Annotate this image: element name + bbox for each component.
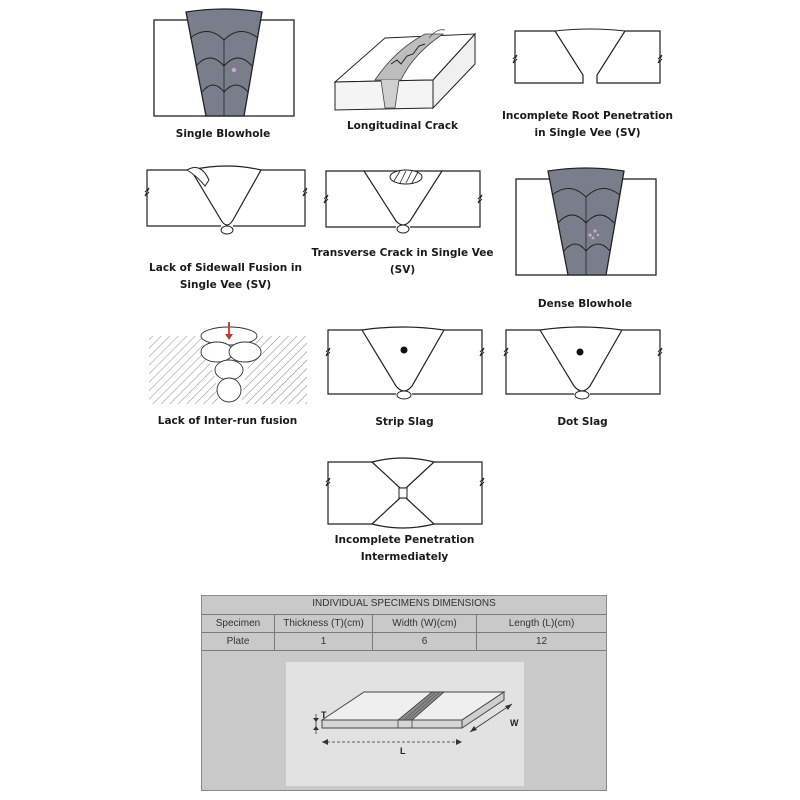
caption-line: Strip Slag [375,416,434,428]
blowhole-mark [593,229,596,232]
slag-dot [401,347,408,354]
lack-inter-run-fusion-panel [145,318,310,438]
lack-inter-run-fusion-caption [120,413,335,430]
caption-line: Lack of Sidewall Fusion in [149,262,302,274]
dot-slag-caption [490,414,675,431]
longitudinal-crack-diagram [325,20,480,115]
single-blowhole-caption [130,126,316,143]
table-header-cell: Width (W)(cm) [372,615,476,632]
blowhole-mark [592,237,595,240]
lack-sidewall-fusion-diagram [143,160,308,240]
transverse-crack-panel [311,165,494,285]
longitudinal-crack-caption [315,118,490,135]
transverse-crack-diagram [320,165,485,240]
table-title: INDIVIDUAL SPECIMENS DIMENSIONS [312,598,496,609]
incomplete-penetration-diagram [322,458,487,530]
incomplete-penetration-panel [322,458,487,578]
root-gap [399,488,407,498]
caption-line: Intermediately [360,551,449,563]
blowhole-mark [232,68,237,73]
length-label: L [400,746,406,756]
slag-dot [577,349,584,356]
incomplete-root-penetration-diagram [505,25,670,85]
strip-slag-caption [312,414,497,431]
dot-slag-diagram [500,320,665,405]
longitudinal-crack-panel [325,20,480,140]
table-cell: 12 [476,633,606,650]
plate-illustration [286,662,524,786]
table-cell: 6 [372,633,476,650]
caption-line: Incomplete Root Penetration [502,110,673,122]
dense-blowhole-panel [510,165,660,315]
caption-line: in Single Vee (SV) [534,127,641,139]
table-header-cell: Length (L)(cm) [476,615,606,632]
blowhole-mark [597,234,599,236]
incomplete-penetration-caption [307,532,502,566]
caption-line: Transverse Crack in Single Vee [311,247,494,259]
lack-sidewall-fusion-panel [143,160,308,300]
incomplete-root-penetration-panel [502,25,673,155]
table-cell: 1 [274,633,372,650]
dense-blowhole-diagram [510,165,660,280]
transverse-crack-caption [305,245,500,279]
lack-sidewall-fusion-caption [118,260,333,294]
dot-slag-panel [500,320,665,440]
single-blowhole-diagram [150,10,296,120]
specimen-dimensions-table [201,595,607,791]
caption-line: Dense Blowhole [537,298,633,310]
thickness-label: T [321,710,327,720]
table-cell: Plate [226,636,250,647]
crack-hatch [390,170,422,184]
caption-line: Lack of Inter-run fusion [157,415,298,427]
strip-slag-panel [322,320,487,440]
caption-line: Single Blowhole [175,128,271,140]
dense-blowhole-caption [490,296,680,313]
strip-slag-diagram [322,320,487,405]
caption-line: Longitudinal Crack [346,120,459,132]
width-label: W [510,718,519,728]
table-row [202,632,606,651]
caption-line: Single Vee (SV) [179,279,272,291]
caption-line: Incomplete Penetration [334,534,475,546]
blowhole-mark [588,233,591,236]
caption-line: Dot Slag [557,416,608,428]
plate-diagram [286,662,524,786]
single-blowhole-panel [150,10,296,160]
table-header-cell: Specimen [215,618,261,629]
caption-line: (SV) [389,264,416,276]
incomplete-root-penetration-caption [490,108,685,142]
lack-inter-run-fusion-diagram [145,318,310,413]
table-header-row [202,614,606,632]
table-header-cell: Thickness (T)(cm) [274,615,372,632]
